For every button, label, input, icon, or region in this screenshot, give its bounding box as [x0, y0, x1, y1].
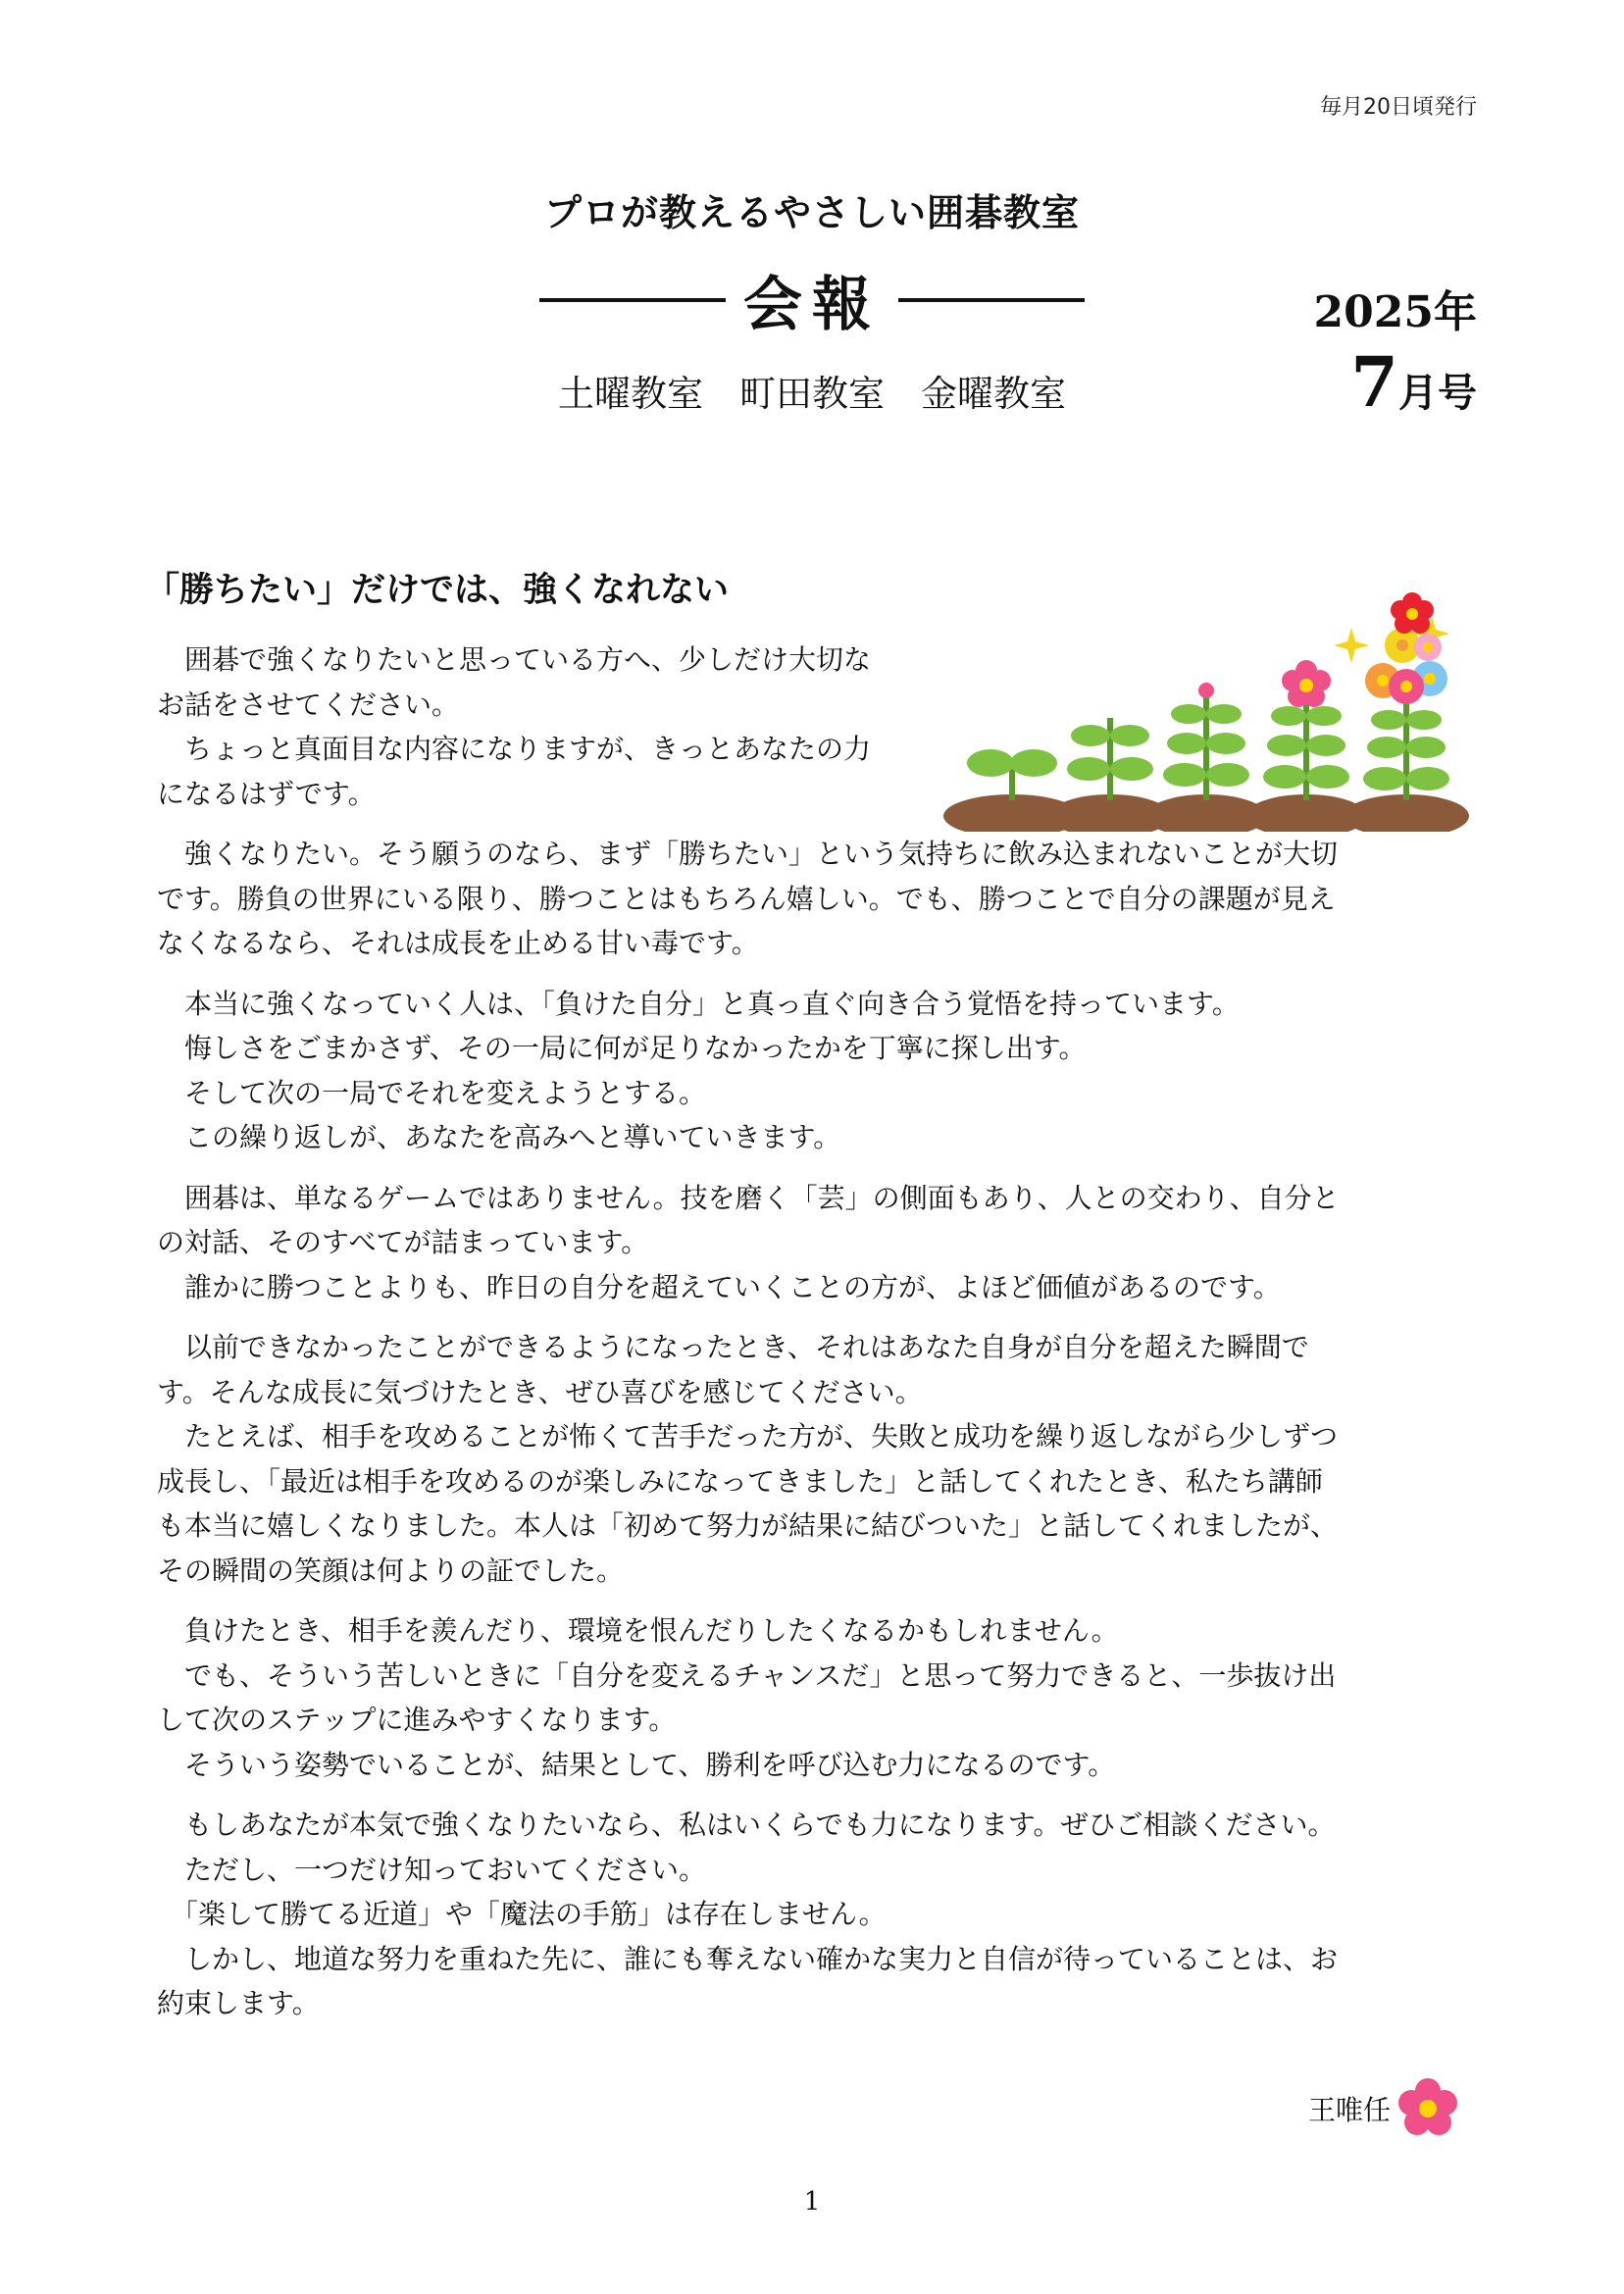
classroom-list: 土曜教室 町田教室 金曜教室	[558, 373, 1066, 415]
school-subtitle: プロが教えるやさしい囲碁教室	[543, 191, 1080, 234]
masthead	[537, 182, 1087, 417]
title-row	[537, 258, 1087, 342]
text-line: 以前できなかったことができるようになったとき、それはあなた自身が自分を超えた瞬間で	[157, 1331, 1309, 1363]
text-line: そういう姿勢でいることが、結果として、勝利を呼び込む力になるのです。	[157, 1748, 1116, 1781]
text-line: この繰り返しが、あなたを高みへと導いていきます。	[157, 1121, 841, 1153]
issue-cycle: 毎月20日頃発行	[1320, 95, 1477, 120]
text-line: お話をさせてください。	[157, 688, 460, 721]
paragraph-4	[157, 1176, 1467, 1310]
text-line: その瞬間の笑顔は何よりの証でした。	[157, 1554, 625, 1587]
paragraph-7	[157, 1803, 1467, 2026]
text-line: です。勝負の世界にいる限り、勝つことはもちろん嬉しい。でも、勝つことで自分の課題が見え	[157, 882, 1336, 915]
page-number: 1	[803, 2187, 821, 2217]
text-line: も本当に嬉しくなりました。本人は「初めて努力が結果に結びついた」と話してくれましたが、	[157, 1509, 1339, 1542]
title-rule-left	[539, 298, 726, 302]
text-line: 「楽して勝てる近道」や「魔法の手筋」は存在しません。	[157, 1898, 887, 1930]
text-line: もしあなたが本気で強くなりたいなら、私はいくらでも力になります。ぜひご相談ください。	[157, 1809, 1336, 1841]
flower-icon	[1396, 2077, 1459, 2140]
text-line: して次のステップに進みやすくなります。	[157, 1704, 677, 1736]
text-line: しかし、地道な努力を重ねた先に、誰にも奪えない確かな実力と自信が待っていることは、お	[157, 1942, 1339, 1975]
text-line: 強くなりたい。そう願うのなら、まず「勝ちたい」という気持ちに飲み込まれないことが大切	[157, 838, 1339, 870]
issue-month-number: 7	[1350, 341, 1398, 423]
paragraph-1	[157, 637, 1467, 816]
text-line: 約束します。	[157, 1987, 320, 2019]
text-line: す。そんな成長に気づけたとき、ぜひ喜びを感じてください。	[157, 1375, 923, 1408]
text-line: の対話、そのすべてが詰まっています。	[157, 1226, 649, 1258]
text-line: ちょっと真面目な内容になりますが、きっとあなたの力	[157, 733, 872, 765]
text-line: 負けたとき、相手を羨んだり、環境を恨んだりしたくなるかもしれません。	[157, 1614, 1119, 1647]
text-line: ただし、一つだけ知っておいてください。	[157, 1853, 707, 1886]
author-signature	[1308, 2077, 1459, 2140]
text-line: 誰かに勝つことよりも、昨日の自分を超えていくことの方が、よほど価値があるのです。	[157, 1270, 1281, 1303]
issue-date	[1314, 277, 1477, 423]
text-line: 悔しさをごまかさず、その一局に何が足りなかったかを丁寧に探し出す。	[157, 1032, 1087, 1064]
text-line: でも、そういう苦しいときに「自分を変えるチャンスだ」と思って努力できると、一歩抜け出	[157, 1658, 1337, 1692]
text-line: になるはずです。	[157, 777, 376, 810]
newsletter-title: 会報	[743, 271, 881, 339]
issue-month-suffix: 月号	[1398, 370, 1477, 416]
text-line: 本当に強くなっていく人は、「負けた自分」と真っ直ぐ向き合う覚悟を持っています。	[157, 987, 1240, 1020]
text-line: たとえば、相手を攻めることが怖くて苦手だった方が、失敗と成功を繰り返しながら少しずつ	[157, 1420, 1339, 1453]
paragraph-3	[157, 982, 1467, 1160]
author-name: 王唯任	[1307, 2094, 1391, 2126]
text-line: そして次の一局でそれを変えようとする。	[157, 1076, 707, 1109]
article	[145, 563, 1467, 2042]
issue-month	[1314, 341, 1477, 423]
title-rule-right	[898, 298, 1085, 302]
article-heading: 「勝ちたい」だけでは、強くなれない	[145, 571, 730, 610]
text-line: 囲碁で強くなりたいと思っている方へ、少しだけ大切な	[157, 643, 872, 676]
issue-year: 2025年	[1313, 287, 1477, 337]
paragraph-2	[157, 832, 1467, 966]
paragraph-6	[157, 1608, 1467, 1787]
text-line: 囲碁は、単なるゲームではありません。技を磨く「芸」の側面もあり、人との交わり、自分と	[157, 1181, 1340, 1214]
text-line: 成長し、「最近は相手を攻めるのが楽しみになってきました」と話してくれたとき、私たち講師	[157, 1464, 1323, 1498]
text-line: なくなるなら、それは成長を止める甘い毒です。	[157, 927, 759, 959]
paragraph-5	[157, 1325, 1467, 1593]
